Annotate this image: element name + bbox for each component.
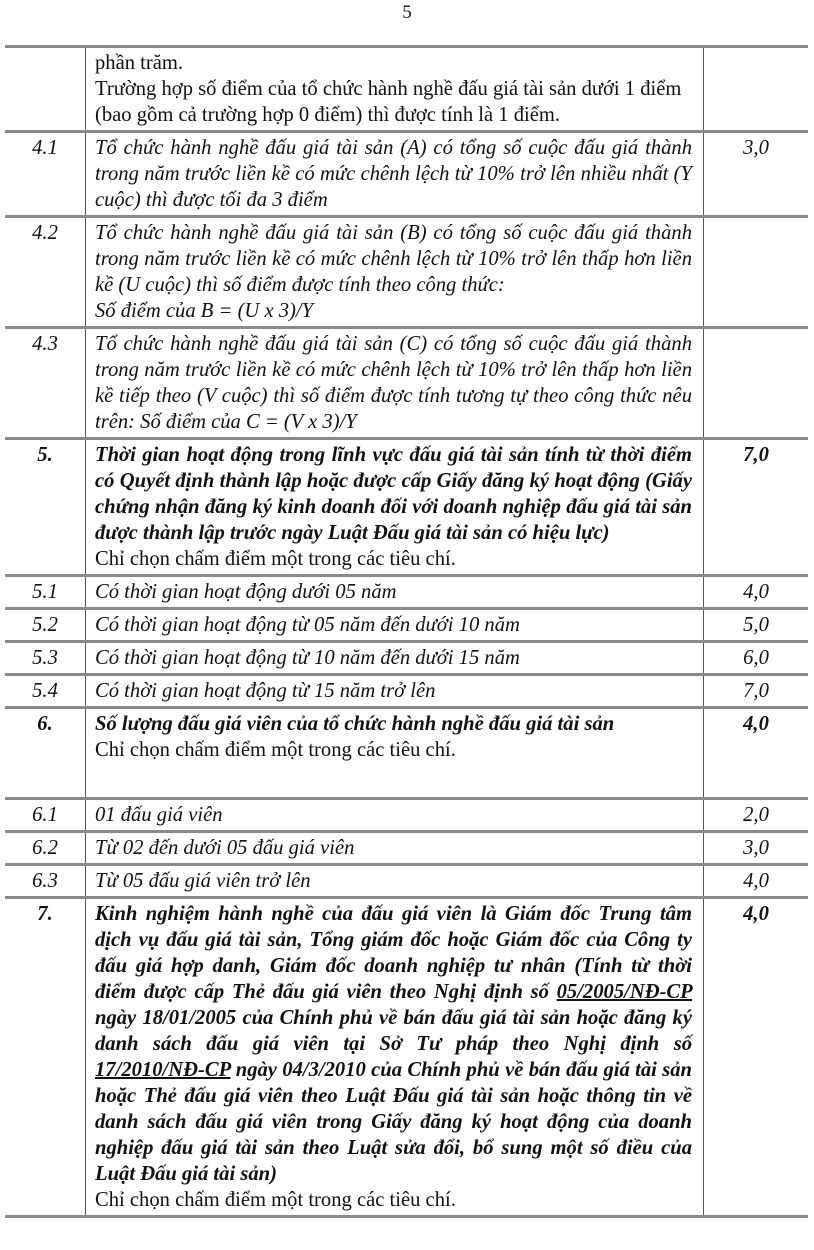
- description-part: ngày 04/3/2010 của Chính phủ về bán đấu giá tài sản hoặc Thẻ đấu giá viên theo Luật Đấu giá tài sản hoặc thông tin về danh sách đấu giá viên trong Giấy đăng ký hoạt động của doanh nghiệp đấu giá tài sản theo Luật sửa đổi, bổ sung một số điều của Luật Đấu giá tài sản): [95, 1059, 692, 1185]
- decree-link[interactable]: 05/2005/NĐ-CP: [556, 981, 692, 1003]
- row-number: 4.3: [5, 328, 86, 439]
- row-description: [86, 439, 704, 576]
- note-text: Chỉ chọn chấm điểm một trong các tiêu chí.: [95, 548, 456, 570]
- row-description: [86, 217, 704, 328]
- row-score: 6,0: [704, 642, 809, 675]
- row-score: 2,0: [704, 799, 809, 832]
- table-row: [5, 898, 808, 1217]
- row-description: Có thời gian hoạt động từ 15 năm trở lên: [86, 675, 704, 708]
- row-score: [704, 217, 809, 328]
- row-score: 4,0: [704, 898, 809, 1217]
- description-part: ngày 18/01/2005 của Chính phủ về bán đấu giá tài sản hoặc đăng ký danh sách đấu giá viên tại Sở Tư pháp theo Nghị định số: [95, 1007, 692, 1055]
- table-row: [5, 439, 808, 576]
- table-row: [5, 832, 808, 865]
- table-row: [5, 799, 808, 832]
- row-score: 4,0: [704, 576, 809, 609]
- row-number: 5.: [5, 439, 86, 576]
- table-row: [5, 609, 808, 642]
- description-text: Số lượng đấu giá viên của tổ chức hành nghề đấu giá tài sản: [95, 713, 615, 735]
- row-score: 5,0: [704, 609, 809, 642]
- row-description: Tổ chức hành nghề đấu giá tài sản (C) có tổng số cuộc đấu giá thành trong năm trước liền kề có mức chênh lệch từ 10% trở lên thấp hơn liền kề tiếp theo (V cuộc) thì số điểm được tính tương tự theo công thức nêu trên: Số điểm của C = (V x 3)/Y: [86, 328, 704, 439]
- table-row: [5, 47, 808, 132]
- table-row: [5, 132, 808, 217]
- row-number: 7.: [5, 898, 86, 1217]
- row-number: 5.3: [5, 642, 86, 675]
- row-description: [86, 898, 704, 1217]
- description-text: Tổ chức hành nghề đấu giá tài sản (B) có tổng số cuộc đấu giá thành trong năm trước liền kề có mức chênh lệch từ 10% trở lên thấp hơn liền kề (U cuộc) thì số điểm được tính theo công thức:: [95, 222, 692, 296]
- table-row: [5, 865, 808, 898]
- row-number: 5.1: [5, 576, 86, 609]
- table-row: [5, 576, 808, 609]
- row-description: Tổ chức hành nghề đấu giá tài sản (A) có tổng số cuộc đấu giá thành trong năm trước liền kề có mức chênh lệch từ 10% trở lên nhiều nhất (Y cuộc) thì được tối đa 3 điểm: [86, 132, 704, 217]
- row-description: [86, 47, 704, 132]
- row-score: 3,0: [704, 832, 809, 865]
- note-text: Chỉ chọn chấm điểm một trong các tiêu chí.: [95, 1189, 456, 1211]
- row-description: [86, 708, 704, 799]
- row-number: 5.2: [5, 609, 86, 642]
- row-number: [5, 47, 86, 132]
- row-description: 01 đấu giá viên: [86, 799, 704, 832]
- description-text: Thời gian hoạt động trong lĩnh vực đấu giá tài sản tính từ thời điểm có Quyết định thành lập hoặc được cấp Giấy đăng ký hoạt động (Giấy chứng nhận đăng ký kinh doanh đối với doanh nghiệp đấu giá tài sản được thành lập trước ngày Luật Đấu giá tài sản có hiệu lực): [95, 444, 692, 544]
- row-score: 3,0: [704, 132, 809, 217]
- decree-link[interactable]: 17/2010/NĐ-CP: [95, 1059, 231, 1081]
- criteria-table: [5, 45, 808, 1218]
- row-description: Từ 05 đấu giá viên trở lên: [86, 865, 704, 898]
- row-description: Có thời gian hoạt động dưới 05 năm: [86, 576, 704, 609]
- row-score: 4,0: [704, 865, 809, 898]
- row-number: 6.3: [5, 865, 86, 898]
- table-row: [5, 217, 808, 328]
- formula-text: Số điểm của B = (U x 3)/Y: [95, 300, 314, 322]
- table-row: [5, 675, 808, 708]
- note-text: Chỉ chọn chấm điểm một trong các tiêu chí.: [95, 739, 456, 761]
- page-number: 5: [402, 2, 412, 23]
- table-row: [5, 328, 808, 439]
- row-score: 7,0: [704, 675, 809, 708]
- row-description: Có thời gian hoạt động từ 10 năm đến dưới 15 năm: [86, 642, 704, 675]
- row-number: 4.1: [5, 132, 86, 217]
- table-row: [5, 642, 808, 675]
- row-score: [704, 47, 809, 132]
- description-text: [95, 901, 692, 1187]
- row-score: [704, 328, 809, 439]
- row-score: 4,0: [704, 708, 809, 799]
- description-line: phần trăm.: [95, 52, 184, 74]
- row-number: 5.4: [5, 675, 86, 708]
- table-row: [5, 708, 808, 799]
- row-description: Có thời gian hoạt động từ 05 năm đến dưới 10 năm: [86, 609, 704, 642]
- row-number: 6.2: [5, 832, 86, 865]
- row-score: 7,0: [704, 439, 809, 576]
- row-number: 6.: [5, 708, 86, 799]
- row-number: 6.1: [5, 799, 86, 832]
- row-description: Từ 02 đến dưới 05 đấu giá viên: [86, 832, 704, 865]
- row-number: 4.2: [5, 217, 86, 328]
- description-line: Trường hợp số điểm của tổ chức hành nghề đấu giá tài sản dưới 1 điểm (bao gồm cả trường hợp 0 điểm) thì được tính là 1 điểm.: [95, 78, 682, 126]
- description-part: Kinh nghiệm hành nghề của đấu giá viên là Giám đốc Trung tâm dịch vụ đấu giá tài sản, Tổng giám đốc hoặc Giám đốc của Công ty đấu giá hợp danh, Giám đốc doanh nghiệp tư nhân (Tính từ thời điểm được cấp Thẻ đấu giá viên theo Nghị định số: [95, 903, 692, 1003]
